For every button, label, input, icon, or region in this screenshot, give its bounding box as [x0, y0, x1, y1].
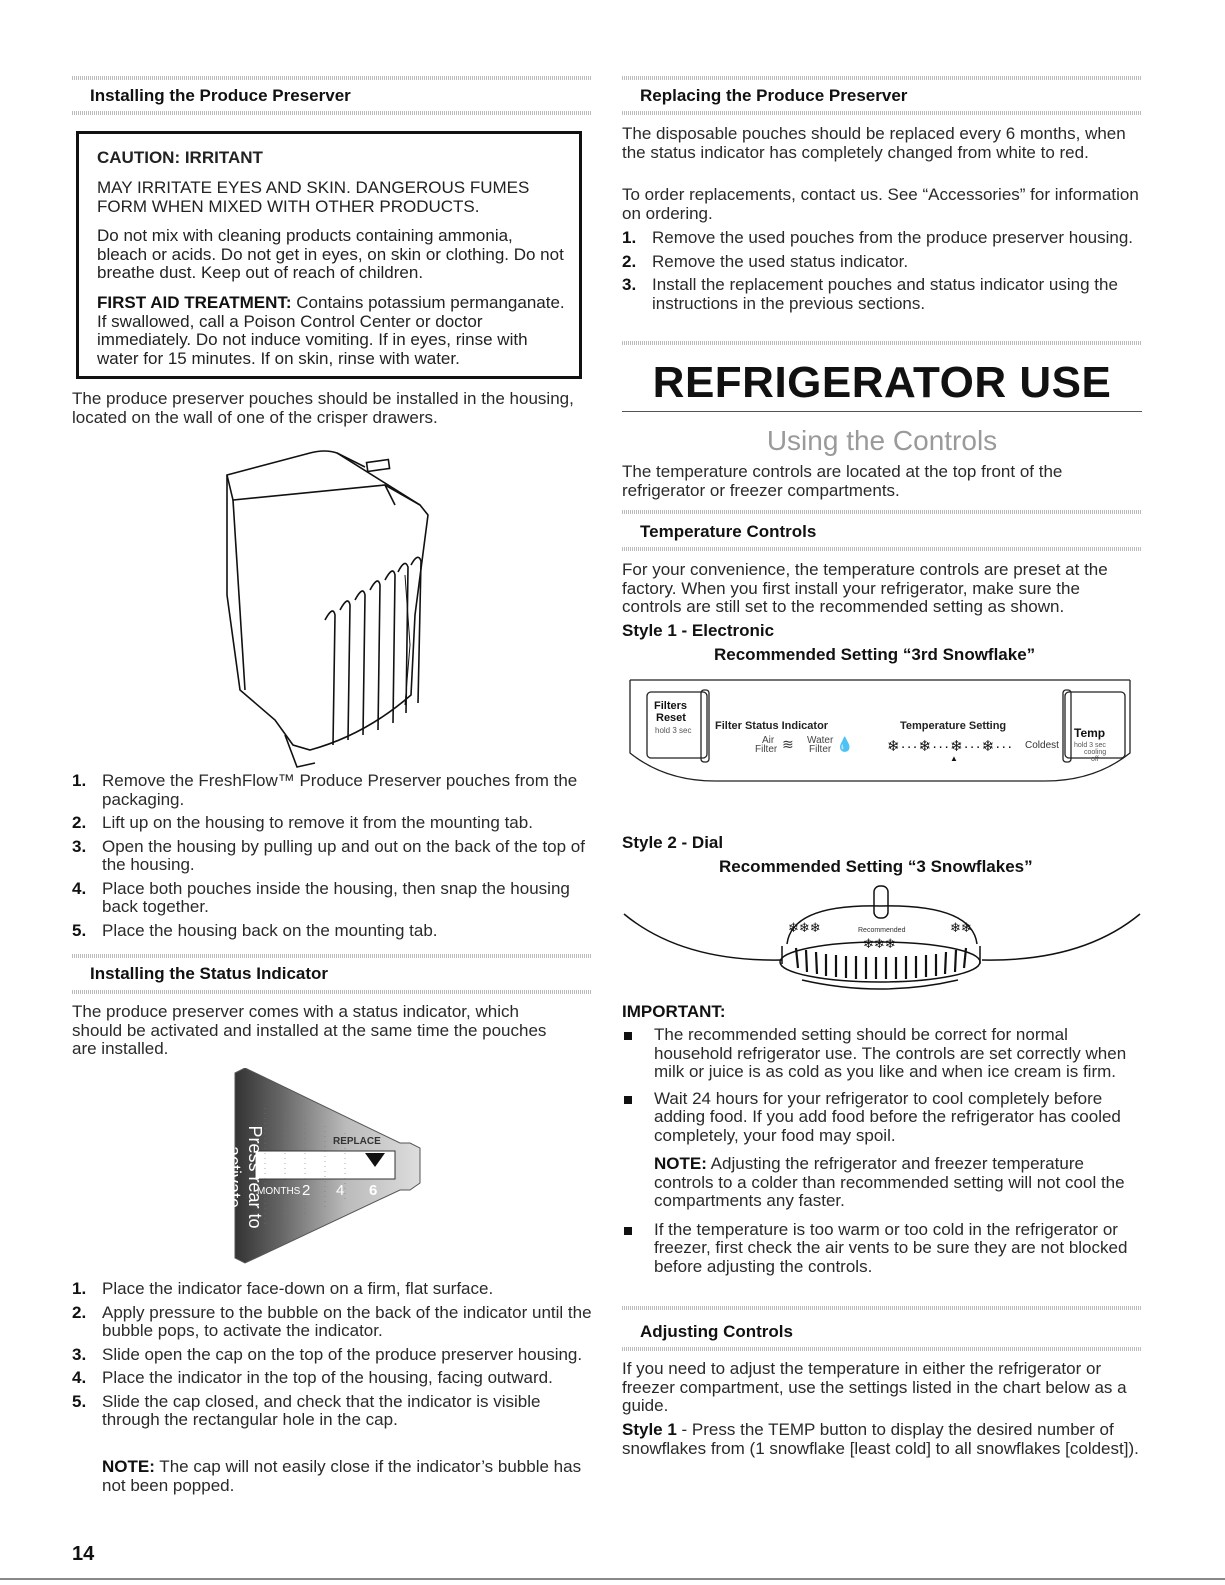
section-rule — [72, 111, 592, 115]
important-bullet-list — [622, 1026, 1142, 1284]
dial-recommended-snowflakes-icon: ❄❄❄ — [863, 936, 896, 951]
replace-label: REPLACE — [333, 1136, 381, 1147]
section-rule — [622, 76, 1142, 80]
section-rule — [622, 111, 1142, 115]
replace-steps-list — [622, 229, 1142, 318]
list-item — [622, 229, 1142, 248]
step-number: 3. — [72, 836, 87, 856]
note-text: The cap will not easily close if the indicator’s bubble has not been popped. — [102, 1457, 582, 1495]
section-rule — [622, 1306, 1142, 1310]
replace-paragraph-1: The disposable pouches should be replaced every 6 months, when the status indicator has completely changed from white to red. — [622, 124, 1126, 162]
first-aid-body: Contains potassium permanganate. If swallowed, call a Poison Control Center or doctor immediately. Do not induce vomiting. If in eyes, rinse with water for 15 minutes. If on skin, rinse with water. — [97, 293, 565, 368]
temp-button-label[interactable]: Temp — [1074, 726, 1106, 740]
list-item — [622, 276, 1142, 313]
heading-installing-status-indicator: Installing the Status Indicator — [90, 964, 329, 983]
list-item — [72, 1280, 592, 1299]
style-label: Style 1 — [622, 1420, 677, 1439]
step-text: Apply pressure to the bubble on the back of the indicator until the bubble pops, to activate the indicator. — [102, 1302, 592, 1340]
dial-snowflakes-left-icon: ❄❄❄ — [788, 920, 821, 935]
dial-snowflakes-right-icon: ❄❄ — [950, 920, 972, 935]
status-intro: The produce preserver comes with a status indicator, which should be activated and installed at the same time the pouches are installed. — [72, 1002, 547, 1058]
section-rule — [622, 510, 1142, 514]
section-rule — [72, 76, 592, 80]
water-drop-icon: 💧 — [836, 736, 854, 752]
section-rule — [622, 547, 1142, 551]
heading-temperature-controls: Temperature Controls — [640, 522, 817, 541]
step-number: 3. — [72, 1344, 87, 1364]
list-item — [622, 253, 1142, 272]
electronic-control-panel — [625, 678, 1135, 793]
page-bottom-rule — [0, 1578, 1225, 1580]
list-item — [622, 1090, 1142, 1211]
list-item: If the temperature is too warm or too cold in the refrigerator or freezer, first check the air vents to be sure they are not blocked before adjusting the controls. — [622, 1221, 1142, 1277]
bullet-text: Wait 24 hours for your refrigerator to cool completely before adding food. If you add food before the refrigerator has cooled completely, your food may spoil. — [654, 1088, 1121, 1145]
filters-label: Filters — [654, 700, 688, 712]
temp-intro: For your convenience, the temperature controls are preset at the factory. When you first install your refrigerator, make sure the controls are still set to the recommended setting as shown. — [622, 560, 1108, 616]
temperature-setting-label: Temperature Setting — [900, 720, 1007, 732]
reset-hold-label: hold 3 sec — [655, 726, 692, 735]
caution-box — [76, 131, 582, 379]
produce-steps-list — [72, 772, 592, 945]
style-text: - Press the TEMP button to display the desired number of snowflakes from (1 snowflake [least cold] to all snowflakes [coldest]). — [622, 1420, 1139, 1458]
list-item — [72, 880, 592, 917]
title-underline — [622, 411, 1142, 412]
note-text: Adjusting the refrigerator and freezer temperature controls to a colder than recommended setting will not cool the compartments any faster. — [654, 1154, 1125, 1210]
off-label: off — [1091, 756, 1099, 763]
dial-illustration — [622, 884, 1142, 1000]
snowflake-scale-icon: ❄···❄···❄···❄··· — [887, 738, 1014, 755]
subsection-title-using-controls: Using the Controls — [766, 425, 998, 456]
step-text: Place the housing back on the mounting tab. — [102, 920, 438, 940]
air-filter-label: Filter — [755, 744, 778, 755]
style-1-label: Style 1 - Electronic — [622, 621, 775, 640]
note-label: NOTE: — [654, 1154, 707, 1173]
step-text: Slide open the cap on the top of the produce preserver housing. — [102, 1344, 583, 1364]
list-item — [72, 772, 592, 809]
step-text: Install the replacement pouches and status indicator using the instructions in the previous sections. — [652, 275, 1118, 313]
note-label: NOTE: — [102, 1457, 155, 1476]
month-4-label: 4 — [336, 1182, 345, 1199]
first-aid-text — [97, 294, 565, 368]
caution-warning: MAY IRRITATE EYES AND SKIN. DANGEROUS FUMES FORM WHEN MIXED WITH OTHER PRODUCTS. — [97, 178, 530, 216]
replace-paragraph-2: To order replacements, contact us. See “Accessories” for information on ordering. — [622, 185, 1139, 223]
list-item — [72, 1369, 592, 1388]
section-rule — [72, 990, 592, 994]
list-item — [72, 838, 592, 875]
step-text: Remove the used pouches from the produce preserver housing. — [652, 228, 1133, 247]
section-rule — [622, 341, 1142, 345]
reset-label: Reset — [656, 712, 686, 724]
heading-replacing-produce-preserver: Replacing the Produce Preserver — [640, 86, 908, 105]
water-label: Water — [807, 735, 834, 746]
temp-hold-label: hold 3 sec — [1074, 742, 1106, 749]
caution-body: Do not mix with cleaning products containing ammonia, bleach or acids. Do not get in eyes, on skin or clothing. Do not breathe dust. Keep out of reach of children. — [97, 226, 564, 282]
step-number: 4. — [72, 1368, 87, 1387]
air-label: Air — [762, 735, 775, 746]
page-number: 14 — [72, 1543, 95, 1565]
important-label: IMPORTANT: — [622, 1002, 726, 1021]
style-1-recommended: Recommended Setting “3rd Snowflake” — [714, 645, 1036, 664]
filter-status-indicator-label: Filter Status Indicator — [715, 720, 829, 732]
step-number: 2. — [72, 813, 87, 832]
caution-title: CAUTION: IRRITANT — [97, 148, 263, 167]
section-title-refrigerator-use: REFRIGERATOR USE — [652, 358, 1112, 407]
cooling-label: cooling — [1084, 749, 1107, 756]
step-text: Place the indicator in the top of the housing, facing outward. — [102, 1368, 553, 1387]
panel-outline — [625, 678, 1135, 793]
step-number: 2. — [622, 251, 637, 271]
adjust-style-paragraph — [622, 1421, 1142, 1458]
months-label: MONTHS — [257, 1186, 301, 1197]
press-rear-label: Press rear to activate — [224, 1125, 265, 1229]
water-filter-label: Filter — [809, 744, 832, 755]
heading-adjusting-controls: Adjusting Controls — [640, 1322, 793, 1341]
step-number: 2. — [72, 1302, 87, 1322]
recommended-marker-icon: ▲ — [950, 754, 958, 763]
adjust-paragraph: If you need to adjust the temperature in either the refrigerator or freezer compartment, use the settings listed in the chart below as a guide. — [622, 1359, 1127, 1415]
air-filter-icon: ≋ — [782, 736, 794, 752]
coldest-label: Coldest — [1025, 740, 1059, 751]
step-number: 5. — [72, 920, 87, 940]
style-2-recommended: Recommended Setting “3 Snowflakes” — [719, 857, 1033, 876]
month-2-label: 2 — [302, 1182, 311, 1199]
list-item — [72, 814, 592, 833]
list-item — [72, 1393, 592, 1430]
step-text: Place both pouches inside the housing, then snap the housing back together. — [102, 878, 570, 916]
step-text: Slide the cap closed, and check that the indicator is visible through the rectangular hole in the cap. — [102, 1391, 541, 1429]
list-item: The recommended setting should be correct for normal household refrigerator use. The controls are set correctly when milk or juice is as cold as you like and when ice cream is firm. — [622, 1026, 1142, 1082]
step-number: 4. — [72, 878, 87, 898]
wait-note — [654, 1155, 1142, 1211]
step-number: 1. — [72, 771, 87, 790]
list-item — [72, 1346, 592, 1365]
step-text: Place the indicator face-down on a firm, flat surface. — [102, 1279, 494, 1298]
month-6-label: 6 — [369, 1182, 378, 1199]
step-number: 3. — [622, 275, 637, 294]
section-rule — [72, 954, 592, 958]
heading-installing-produce-preserver: Installing the Produce Preserver — [90, 86, 351, 105]
first-aid-label: FIRST AID TREATMENT: — [97, 293, 292, 312]
step-text: Remove the used status indicator. — [652, 251, 909, 271]
style-2-label: Style 2 - Dial — [622, 833, 724, 852]
status-note — [102, 1458, 582, 1495]
controls-intro: The temperature controls are located at the top front of the refrigerator or freezer compartments. — [622, 462, 1063, 500]
step-number: 1. — [622, 228, 637, 247]
list-item — [72, 922, 592, 941]
produce-intro: The produce preserver pouches should be installed in the housing, located on the wall of one of the crisper drawers. — [72, 389, 574, 427]
status-steps-list — [72, 1280, 592, 1435]
step-text: Lift up on the housing to remove it from the mounting tab. — [102, 813, 533, 832]
list-item — [72, 1304, 592, 1341]
step-text: Open the housing by pulling up and out on the back of the top of the housing. — [102, 836, 585, 874]
section-rule — [622, 1347, 1142, 1351]
dial-recommended-label: Recommended — [858, 927, 906, 934]
produce-preserver-housing-illustration — [215, 445, 445, 770]
status-indicator-illustration — [225, 1068, 435, 1268]
step-number: 5. — [72, 1391, 87, 1411]
step-number: 1. — [72, 1279, 87, 1298]
step-text: Remove the FreshFlow™ Produce Preserver pouches from the packaging. — [102, 771, 578, 809]
